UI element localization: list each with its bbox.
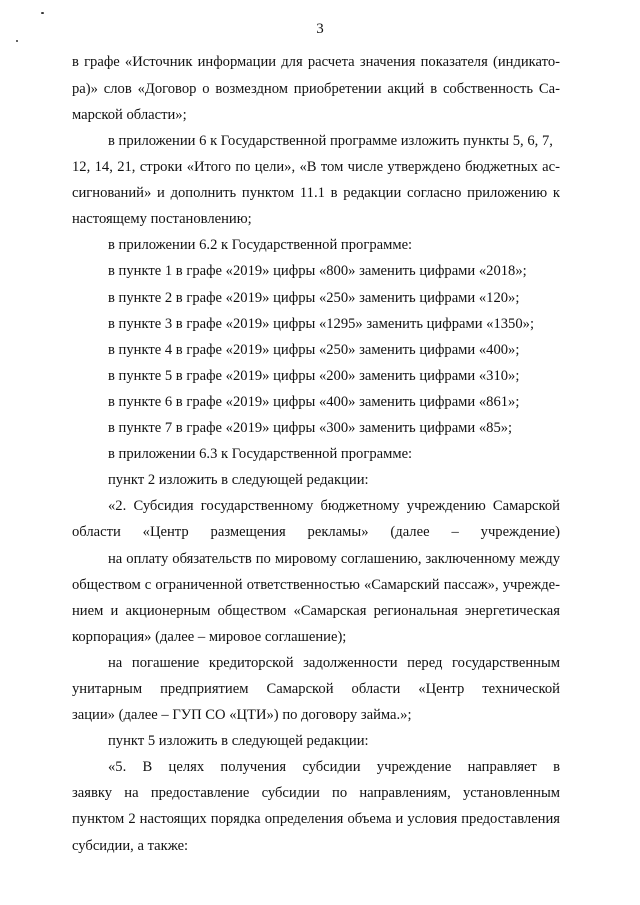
text-line: нием и акционерным обществом «Самарская региональная энергетическая xyxy=(72,603,560,619)
text-line: области «Центр размещения рекламы» (далее – учреждение) xyxy=(72,524,560,540)
text-line: марской области»; xyxy=(72,107,187,123)
text-line: заявку на предоставление субсидии по направлениям, установленным xyxy=(72,785,560,801)
text-line: на оплату обязательств по мировому соглашению, заключенному между xyxy=(108,551,560,567)
text-line: сигнований» и дополнить пунктом 11.1 в редакции согласно приложению к xyxy=(72,185,560,201)
scan-speck xyxy=(41,12,44,14)
text-line: зации» (далее – ГУП СО «ЦТИ») по договору займа.»; xyxy=(72,707,412,723)
text-line: в приложении 6.2 к Государственной программе: xyxy=(108,237,413,253)
text-line: в пункте 3 в графе «2019» цифры «1295» заменить цифрами «1350»; xyxy=(108,316,535,332)
text-line: в приложении 6.3 к Государственной программе: xyxy=(108,446,413,462)
text-line: пункт 5 изложить в следующей редакции: xyxy=(108,733,369,749)
text-line: унитарным предприятием Самарской области «Центр технической xyxy=(72,681,560,697)
text-line: в пункте 5 в графе «2019» цифры «200» заменить цифрами «310»; xyxy=(108,368,520,384)
text-line: в пункте 4 в графе «2019» цифры «250» заменить цифрами «400»; xyxy=(108,342,520,358)
text-line: на погашение кредиторской задолженности перед государственным xyxy=(108,655,560,671)
text-line: в пункте 2 в графе «2019» цифры «250» заменить цифрами «120»; xyxy=(108,290,520,306)
text-line: субсидии, а также: xyxy=(72,838,189,854)
text-line: в пункте 7 в графе «2019» цифры «300» заменить цифрами «85»; xyxy=(108,420,513,436)
text-line: в графе «Источник информации для расчета значения показателя (индикато- xyxy=(72,54,560,70)
text-line: в пункте 1 в графе «2019» цифры «800» заменить цифрами «2018»; xyxy=(108,263,527,279)
text-line: в пункте 6 в графе «2019» цифры «400» заменить цифрами «861»; xyxy=(108,394,520,410)
text-line: «5. В целях получения субсидии учреждение направляет в xyxy=(108,759,560,775)
text-line: корпорация» (далее – мировое соглашение); xyxy=(72,629,347,645)
scan-speck xyxy=(16,40,18,42)
text-line: обществом с ограниченной ответственностью «Самарский пассаж», учрежде- xyxy=(72,577,560,593)
page-number: 3 xyxy=(316,21,324,37)
text-line: ра)» слов «Договор о возмездном приобретении акций в собственность Са- xyxy=(72,81,560,97)
text-line: настоящему постановлению; xyxy=(72,211,252,227)
text-line: в приложении 6 к Государственной программе изложить пункты 5, 6, 7, xyxy=(108,133,553,149)
text-line: «2. Субсидия государственному бюджетному учреждению Самарской xyxy=(108,498,560,514)
text-line: пунктом 2 настоящих порядка определения объема и условия предоставления xyxy=(72,811,560,827)
text-line: пункт 2 изложить в следующей редакции: xyxy=(108,472,369,488)
text-line: 12, 14, 21, строки «Итого по цели», «В том числе утверждено бюджетных ас- xyxy=(72,159,560,175)
